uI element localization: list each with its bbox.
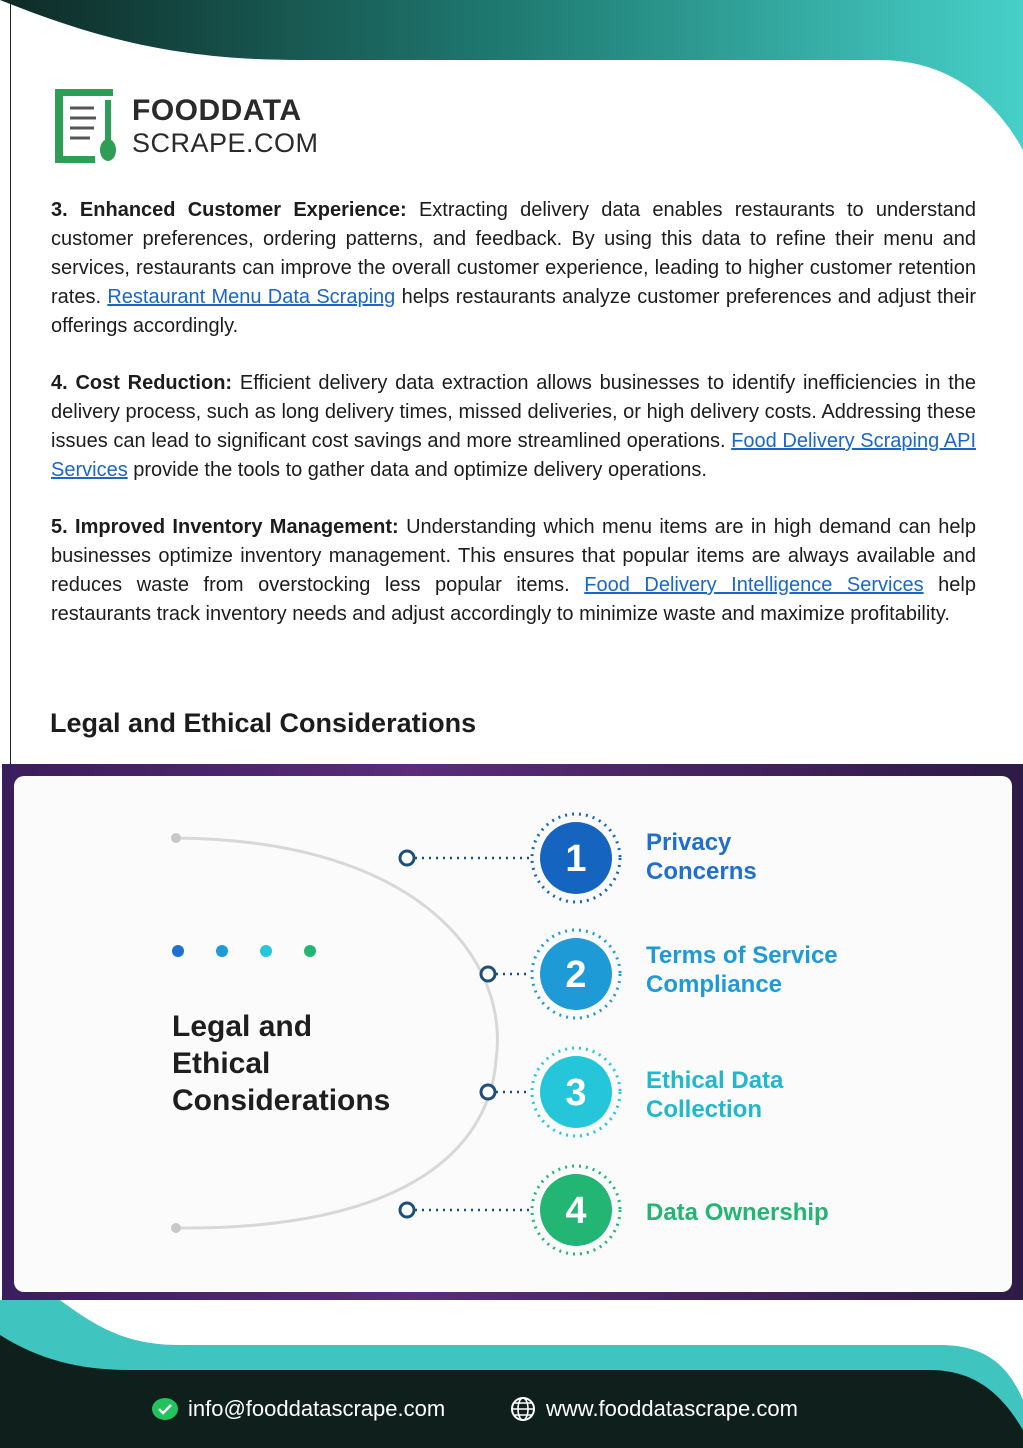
item-label-line: Ethical Data — [646, 1067, 784, 1094]
paragraph-text: provide the tools to gather data and optimize delivery operations. — [127, 459, 707, 481]
item-label-line: Terms of Service — [646, 942, 838, 969]
infographic-title-line: Considerations — [172, 1084, 391, 1117]
item-label-ownership — [646, 1198, 829, 1227]
item-label-ethical — [646, 1066, 783, 1124]
connector-node — [400, 1203, 414, 1217]
paragraph-text: Extracting delivery data enables restaurants to understand customer preferences, ordering patterns, and feedback. By using this data to refine their menu and services, restaurants can improve the overall customer experience, leading to higher customer retention rates. — [51, 199, 976, 308]
item-label-privacy — [646, 828, 757, 886]
item-label-line: Data Ownership — [646, 1199, 829, 1226]
globe-icon — [510, 1396, 536, 1422]
footer-email[interactable] — [152, 1396, 445, 1422]
connector-node — [481, 1085, 495, 1099]
paragraph-heading: 3. Enhanced Customer Experience: — [51, 199, 407, 221]
infographic-title-line: Legal and — [172, 1010, 313, 1043]
step-3 — [481, 1048, 620, 1136]
item-label-line: Privacy — [646, 829, 732, 856]
paragraph-text: Efficient delivery data extraction allows businesses to identify inefficiencies in the delivery process, such as long delivery times, missed deliveries, or high delivery costs. Addressing these issues can lead to significant cost savings and more streamlined operations. — [51, 372, 977, 452]
step-1 — [400, 814, 620, 902]
step-number: 1 — [565, 838, 587, 880]
paragraph-text: Understanding which menu items are in high demand can help businesses optimize inventory management. This ensures that popular items are always available and reduces waste from overstocking less popular items. — [51, 516, 977, 596]
item-label-line: Concerns — [646, 858, 757, 885]
item-label-line: Compliance — [646, 971, 783, 998]
step-number: 4 — [565, 1190, 587, 1232]
connector-node — [400, 851, 414, 865]
step-4 — [400, 1166, 620, 1254]
paragraph-heading: 4. Cost Reduction: — [51, 372, 233, 394]
mail-icon — [152, 1398, 178, 1420]
section-heading: Legal and Ethical Considerations — [50, 708, 477, 738]
link-restaurant-menu-scraping[interactable]: Restaurant Menu Data Scraping — [107, 286, 396, 308]
footer-email-text: info@fooddatascrape.com — [188, 1396, 446, 1421]
brand-name-line1: FOODDATA — [132, 93, 302, 127]
step-number: 2 — [565, 954, 587, 996]
item-label-line: Collection — [646, 1096, 763, 1123]
paragraph-heading: 5. Improved Inventory Management: — [51, 516, 399, 538]
link-food-delivery-intelligence[interactable]: Food Delivery Intelligence Services — [584, 574, 924, 596]
step-number: 3 — [565, 1072, 587, 1114]
link-food-delivery-api[interactable]: Food Delivery Scraping API Services — [51, 430, 977, 481]
footer-website-text: www.fooddatascrape.com — [546, 1396, 798, 1421]
footer-website[interactable] — [510, 1396, 798, 1422]
paragraph-text: help restaurants track inventory needs and adjust accordingly to minimize waste and maximize profitability. — [51, 574, 976, 625]
footer-wave — [0, 1300, 1023, 1448]
infographic-title-line: Ethical — [172, 1047, 271, 1080]
paragraph-text: helps restaurants analyze customer preferences and adjust their offerings accordingly. — [51, 286, 976, 337]
item-label-terms — [646, 941, 838, 999]
connector-node — [481, 967, 495, 981]
brand-name-line2: SCRAPE.COM — [132, 127, 319, 158]
step-2 — [481, 930, 620, 1018]
